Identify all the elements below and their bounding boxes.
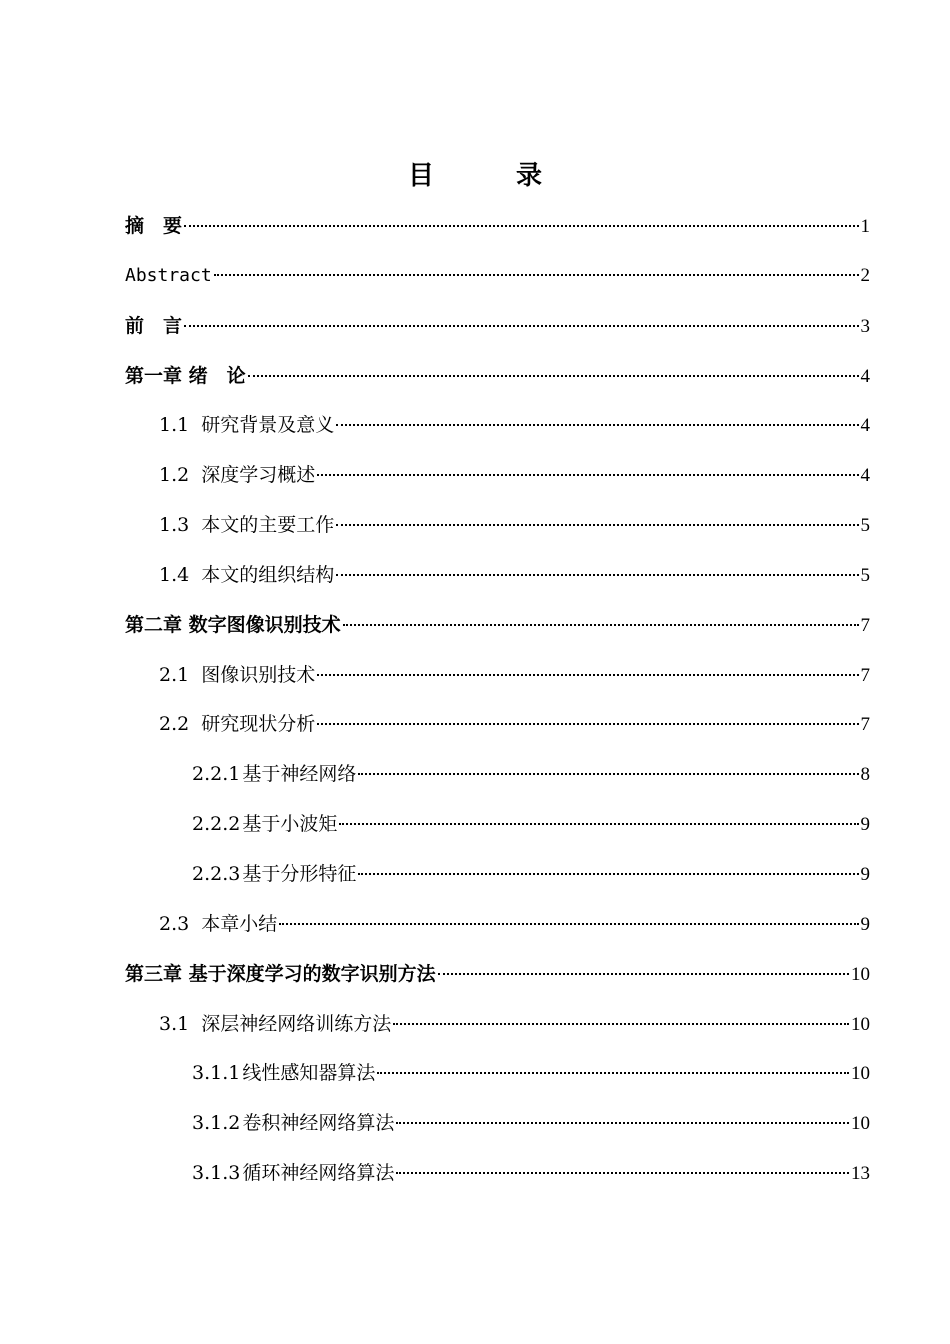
toc-entry-text: 图像识别技术 — [201, 663, 316, 686]
toc-entry-text: 本文的组织结构 — [201, 563, 335, 586]
toc-page-number: 3 — [860, 315, 870, 337]
toc-dot-leader — [358, 773, 858, 775]
toc-list — [125, 206, 870, 1203]
toc-page-number: 7 — [860, 614, 870, 636]
toc-entry-text: 基于小波矩 — [242, 813, 338, 836]
toc-entry-number: 1.2 — [159, 464, 190, 487]
toc-entry-text: 基于神经网络 — [242, 763, 357, 786]
toc-entry-label — [159, 1004, 391, 1044]
toc-entry-number: 2.2.3 — [192, 862, 241, 885]
toc-dot-leader — [336, 574, 858, 576]
toc-entry-number: 2.2 — [159, 713, 190, 736]
toc-entry-text: 摘 要 — [125, 215, 183, 237]
toc-entry[interactable] — [125, 356, 870, 406]
toc-entry-number: 2.2.2 — [192, 813, 241, 836]
toc-entry[interactable] — [125, 405, 870, 455]
toc-entry-label — [159, 655, 315, 695]
toc-entry-label — [192, 1153, 394, 1193]
toc-entry-label — [159, 405, 334, 445]
toc-entry[interactable] — [125, 555, 870, 605]
toc-dot-leader — [336, 524, 858, 526]
toc-dot-leader — [438, 973, 849, 975]
toc-entry-label — [125, 256, 212, 296]
toc-page-number: 9 — [860, 814, 870, 836]
toc-entry-number: 3.1.1 — [192, 1062, 241, 1085]
toc-page-number: 10 — [851, 1063, 870, 1085]
toc-dot-leader — [248, 375, 859, 377]
toc-entry-label — [192, 1103, 394, 1143]
toc-page-number: 5 — [860, 515, 870, 537]
toc-entry-number: 3.1.3 — [192, 1162, 241, 1185]
toc-entry-text: 基于分形特征 — [242, 862, 357, 885]
toc-entry-text: 第三章 基于深度学习的数字识别方法 — [125, 962, 436, 985]
toc-dot-leader — [396, 1122, 849, 1124]
toc-entry-text: 本章小结 — [201, 912, 278, 935]
toc-entry[interactable] — [125, 206, 870, 256]
toc-dot-leader — [396, 1172, 849, 1174]
toc-dot-leader — [317, 674, 858, 676]
toc-entry-text: 前 言 — [125, 314, 183, 337]
toc-dot-leader — [336, 424, 858, 426]
toc-entry-text: 第二章 数字图像识别技术 — [125, 613, 341, 636]
toc-entry-text: 卷积神经网络算法 — [242, 1112, 395, 1135]
toc-entry-number: 1.4 — [159, 563, 190, 586]
toc-entry-text: 深度学习概述 — [201, 464, 316, 487]
toc-page-number: 7 — [860, 714, 870, 736]
toc-entry[interactable] — [125, 505, 870, 555]
toc-entry[interactable] — [125, 1153, 870, 1203]
toc-entry-number: 1.1 — [159, 414, 190, 437]
toc-entry-label — [159, 704, 315, 744]
toc-entry-label — [192, 754, 356, 794]
toc-page-number: 1 — [860, 216, 870, 237]
toc-entry-label — [159, 904, 277, 944]
toc-entry[interactable] — [125, 306, 870, 356]
toc-entry-number: 3.1 — [159, 1012, 190, 1035]
toc-entry-label — [159, 455, 315, 495]
toc-entry[interactable] — [125, 854, 870, 904]
toc-entry-number: 2.2.1 — [192, 763, 241, 786]
toc-entry-text: 研究背景及意义 — [201, 414, 335, 437]
toc-dot-leader — [339, 823, 858, 825]
toc-page-number: 10 — [851, 963, 870, 985]
toc-entry-text: 线性感知器算法 — [242, 1062, 376, 1085]
toc-page-number: 4 — [860, 365, 870, 387]
toc-dot-leader — [377, 1072, 849, 1074]
toc-entry-label — [125, 206, 182, 246]
toc-entry[interactable] — [125, 605, 870, 655]
toc-dot-leader — [343, 624, 859, 626]
toc-dot-leader — [279, 923, 858, 925]
toc-dot-leader — [184, 325, 858, 327]
toc-entry[interactable] — [125, 655, 870, 705]
toc-entry-label — [192, 1053, 375, 1093]
toc-entry-text: 循环神经网络算法 — [242, 1162, 395, 1185]
toc-entry-label — [159, 505, 334, 545]
toc-page-number: 10 — [851, 1113, 870, 1135]
toc-dot-leader — [214, 274, 859, 276]
toc-entry-label — [125, 954, 436, 994]
toc-entry[interactable] — [125, 1103, 870, 1153]
toc-entry[interactable] — [125, 904, 870, 954]
toc-page-number: 10 — [851, 1013, 870, 1035]
toc-entry-text: Abstract — [125, 264, 212, 286]
toc-page-number: 4 — [860, 415, 870, 437]
toc-page-number: 7 — [860, 664, 870, 686]
toc-entry-label — [125, 306, 182, 346]
toc-entry-label — [125, 605, 341, 645]
toc-entry[interactable] — [125, 455, 870, 505]
toc-page-number: 5 — [860, 564, 870, 586]
toc-entry-text: 本文的主要工作 — [201, 514, 335, 537]
toc-dot-leader — [317, 723, 858, 725]
toc-entry-number: 2.1 — [159, 663, 190, 686]
toc-entry[interactable] — [125, 754, 870, 804]
toc-page-number: 8 — [860, 764, 870, 786]
toc-page-number: 9 — [860, 913, 870, 935]
toc-entry[interactable] — [125, 1004, 870, 1054]
toc-entry-label — [125, 356, 246, 396]
toc-entry-label — [192, 804, 337, 844]
toc-entry-text: 深层神经网络训练方法 — [201, 1012, 392, 1035]
toc-entry[interactable] — [125, 954, 870, 1004]
toc-entry-text: 第一章 绪 论 — [125, 364, 246, 387]
toc-entry[interactable] — [125, 1053, 870, 1103]
toc-entry[interactable] — [125, 804, 870, 854]
toc-title: 目 录 — [407, 161, 570, 191]
toc-entry-label — [159, 555, 334, 595]
toc-entry[interactable] — [125, 256, 870, 306]
toc-dot-leader — [317, 474, 858, 476]
toc-dot-leader — [184, 225, 858, 227]
toc-dot-leader — [358, 873, 858, 875]
toc-page-number: 4 — [860, 465, 870, 487]
toc-entry-number: 3.1.2 — [192, 1112, 241, 1135]
toc-entry-number: 2.3 — [159, 912, 190, 935]
toc-page-number: 2 — [860, 264, 870, 286]
toc-entry-number: 1.3 — [159, 514, 190, 537]
toc-dot-leader — [393, 1023, 849, 1025]
toc-page-number: 13 — [851, 1163, 870, 1185]
toc-entry[interactable] — [125, 704, 870, 754]
toc-page-number: 9 — [860, 863, 870, 885]
toc-entry-label — [192, 854, 356, 894]
toc-entry-text: 研究现状分析 — [201, 713, 316, 736]
